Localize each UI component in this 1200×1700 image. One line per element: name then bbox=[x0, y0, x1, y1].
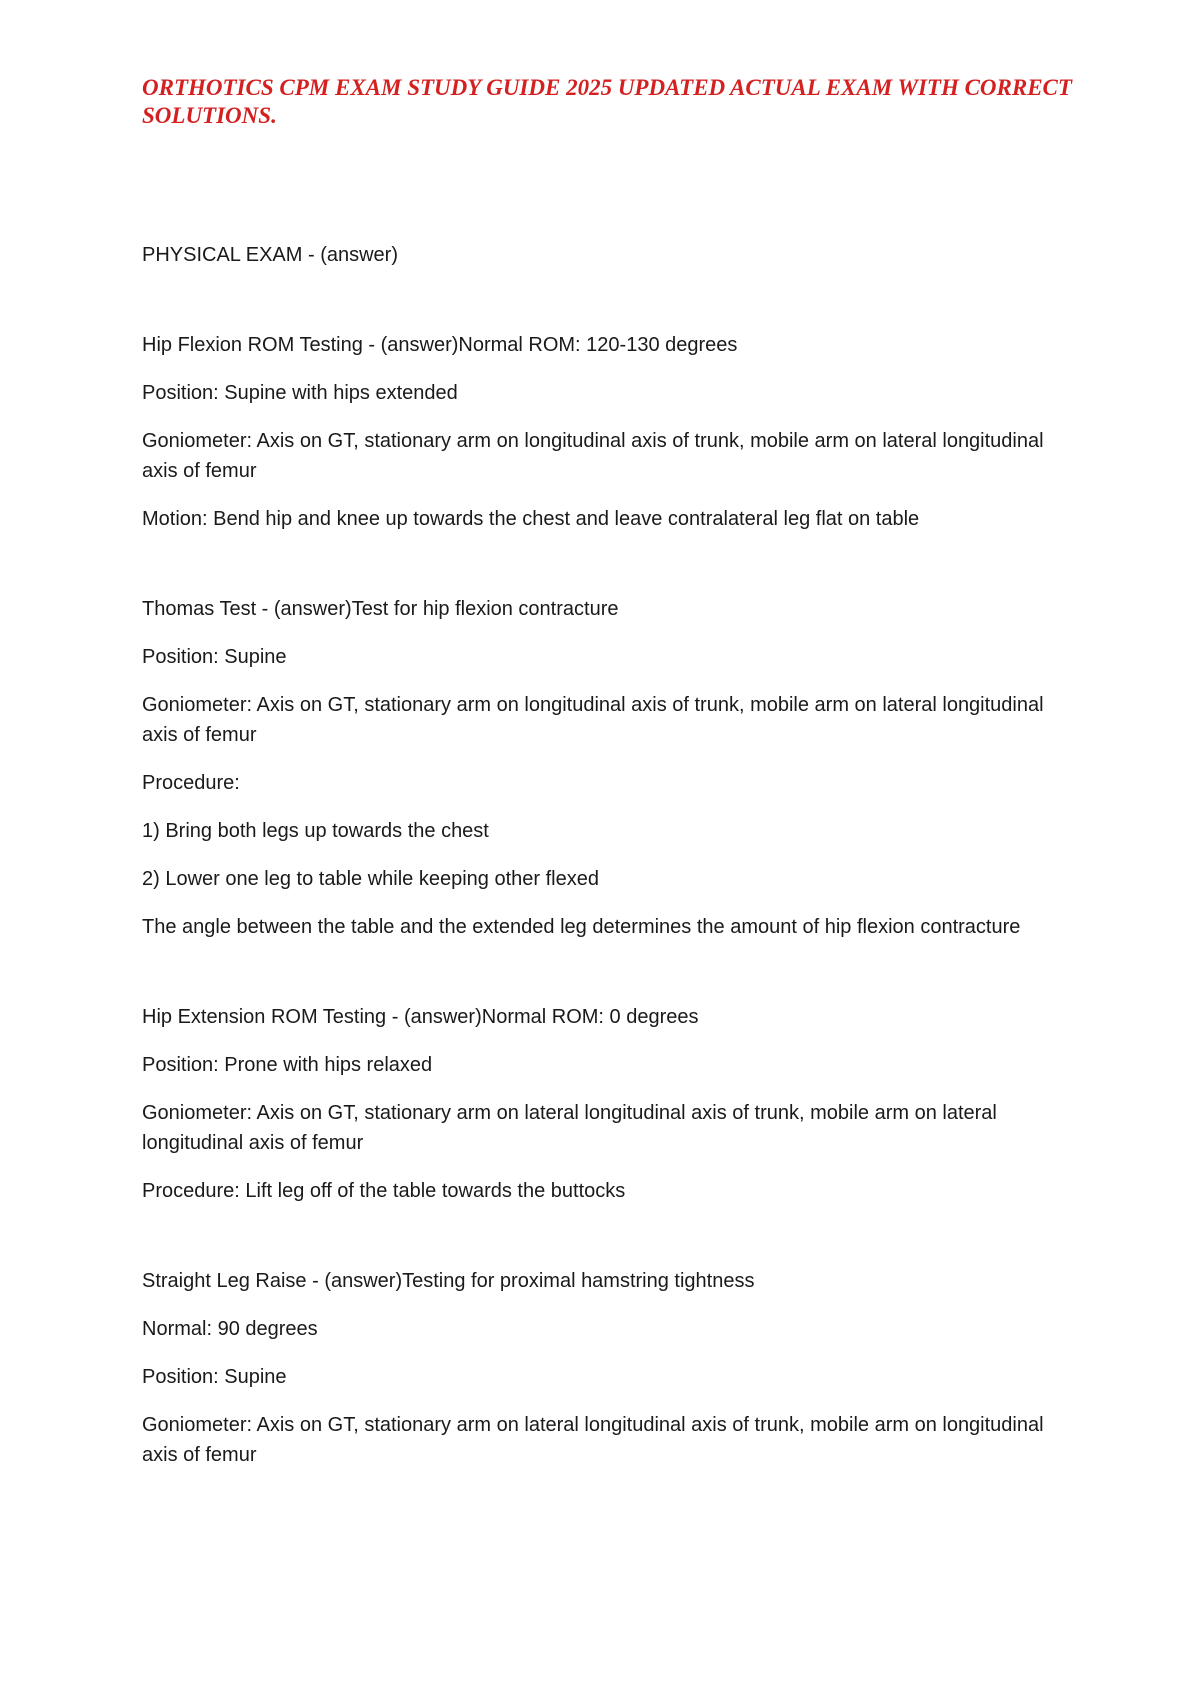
entry-line: Position: Prone with hips relaxed bbox=[142, 1054, 433, 1076]
entry-line: Goniometer: Axis on GT, stationary arm on lateral longitudinal axis of trunk, mobile arm on longitudinal axis of femur bbox=[142, 1414, 1044, 1466]
entry-line: Normal: 90 degrees bbox=[142, 1318, 318, 1340]
entry-thomas-test bbox=[142, 594, 1062, 942]
entry-hip-extension bbox=[142, 1002, 1062, 1206]
entry-straight-leg-raise bbox=[142, 1266, 1062, 1470]
document-body bbox=[142, 240, 1062, 1470]
entry-line: Position: Supine bbox=[142, 646, 287, 668]
document-title: ORTHOTICS CPM EXAM STUDY GUIDE 2025 UPDATED ACTUAL EXAM WITH CORRECT SOLUTIONS. bbox=[142, 75, 1072, 128]
entry-line: Motion: Bend hip and knee up towards the chest and leave contralateral leg flat on table bbox=[142, 508, 920, 530]
entry-line: Position: Supine with hips extended bbox=[142, 382, 458, 404]
entry-line: Position: Supine bbox=[142, 1366, 287, 1388]
entry-line: 1) Bring both legs up towards the chest bbox=[142, 820, 489, 842]
entry-line: 2) Lower one leg to table while keeping other flexed bbox=[142, 868, 599, 890]
entry-line: Goniometer: Axis on GT, stationary arm on longitudinal axis of trunk, mobile arm on lateral longitudinal axis of femur bbox=[142, 430, 1044, 482]
section-heading: PHYSICAL EXAM - (answer) bbox=[142, 244, 398, 266]
entry-line: Straight Leg Raise - (answer)Testing for proximal hamstring tightness bbox=[142, 1270, 755, 1292]
entry-line: Procedure: bbox=[142, 772, 240, 794]
entry-line: The angle between the table and the extended leg determines the amount of hip flexion contracture bbox=[142, 916, 1021, 938]
entry-hip-flexion bbox=[142, 330, 1062, 534]
entry-line: Procedure: Lift leg off of the table towards the buttocks bbox=[142, 1180, 626, 1202]
entry-line: Thomas Test - (answer)Test for hip flexion contracture bbox=[142, 598, 619, 620]
entry-line: Goniometer: Axis on GT, stationary arm on lateral longitudinal axis of trunk, mobile arm on lateral longitudinal axis of femur bbox=[142, 1102, 997, 1154]
entry-line: Hip Flexion ROM Testing - (answer)Normal ROM: 120-130 degrees bbox=[142, 334, 738, 356]
entry-line: Goniometer: Axis on GT, stationary arm on longitudinal axis of trunk, mobile arm on lateral longitudinal axis of femur bbox=[142, 694, 1044, 746]
entry-line: Hip Extension ROM Testing - (answer)Normal ROM: 0 degrees bbox=[142, 1006, 699, 1028]
